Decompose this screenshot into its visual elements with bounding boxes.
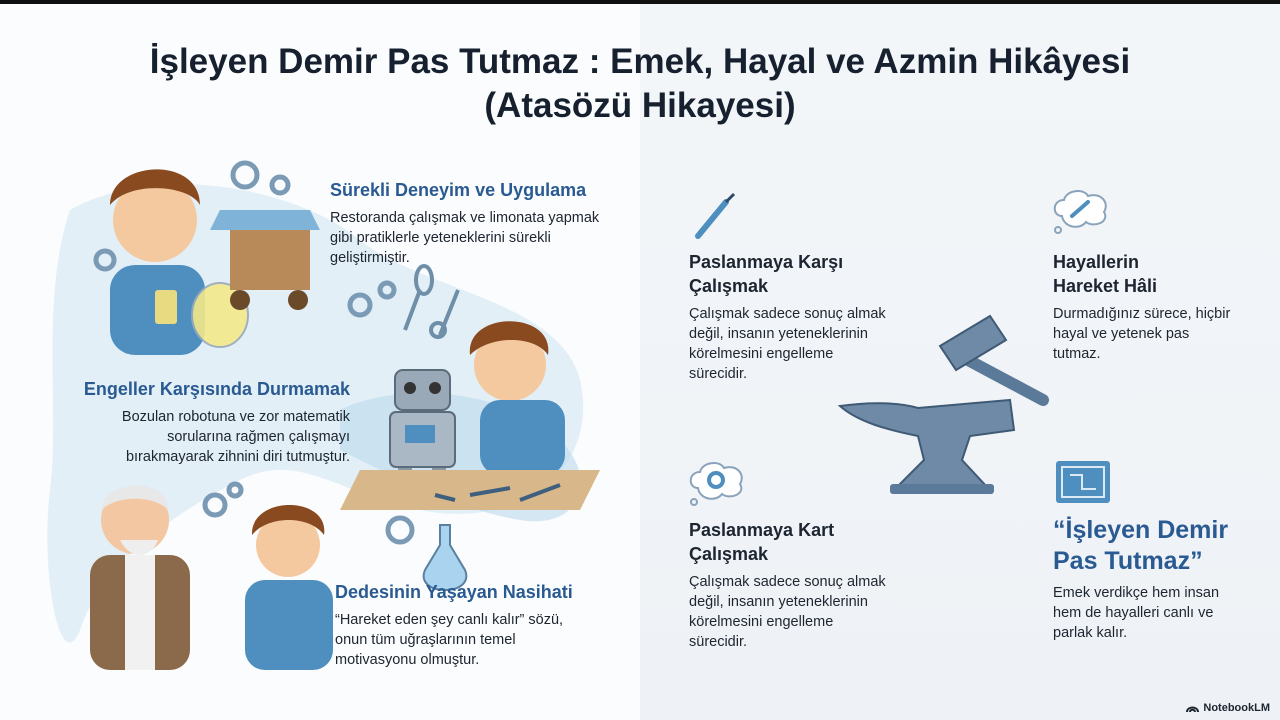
thought-gear-icon xyxy=(686,458,748,510)
advice-body: “Hareket eden şey canlı kalır” sözü, onun tüm uğraşlarının temel motivasyonu olmuştur. xyxy=(335,612,564,668)
blueprint-icon xyxy=(1052,455,1114,507)
screwdriver-icon xyxy=(686,190,742,246)
title-line-2: (Atasözü Hikayesi) xyxy=(484,86,796,125)
page-title xyxy=(80,40,1200,128)
thought-pencil-icon xyxy=(1050,186,1112,238)
title-line-1: İşleyen Demir Pas Tutmaz : Emek, Hayal ve Azmin Hikâyesi xyxy=(149,42,1131,81)
practice-heading: Sürekli Deneyim ve Uygulama xyxy=(330,180,587,200)
dreams-heading: Hayallerin Hareket Hâli xyxy=(1053,252,1158,296)
rust-work-body-2: Çalışmak sadece sonuç almak değil, insanın yeteneklerinin körelmesini engelleme sürecidir. xyxy=(689,574,886,650)
rust-work-card xyxy=(689,250,889,384)
rust-work-heading: Paslanmaya Karşı Çalışmak xyxy=(689,252,844,296)
rust-work-body: Çalışmak sadece sonuç almak değil, insanın yeteneklerinin körelmesini engelleme sürecidir. xyxy=(689,306,886,382)
obstacles-heading: Engeller Karşısında Durmamak xyxy=(83,379,350,399)
practice-body: Restoranda çalışmak ve limonata yapmak gibi pratiklerle yeteneklerini sürekli geliştirmiştir. xyxy=(330,210,600,266)
rust-work-heading-2: Paslanmaya Kart Çalışmak xyxy=(689,520,835,564)
advice-card xyxy=(335,580,595,670)
hammer-icon xyxy=(940,316,1043,400)
workbench-illustration xyxy=(340,470,600,510)
dreams-card xyxy=(1053,250,1238,364)
advice-heading: Dedesinin Yaşayan Nasihati xyxy=(335,582,573,602)
practice-card xyxy=(330,178,620,268)
quote-body: Emek verdikçe hem insan hem de hayalleri canlı ve parlak kalır. xyxy=(1053,585,1220,641)
anvil-icon xyxy=(840,400,1014,494)
notebooklm-logo-icon xyxy=(1186,703,1199,713)
brand-label: NotebookLM xyxy=(1203,702,1270,714)
notebooklm-brand xyxy=(1186,702,1270,714)
quote-card xyxy=(1053,515,1253,643)
rust-work-card-2 xyxy=(689,518,889,652)
obstacles-card xyxy=(55,377,350,467)
obstacles-body: Bozulan robotuna ve zor matematik sorularına rağmen çalışmayı bırakmayarak zihnini diri tutmuştur. xyxy=(121,409,350,465)
dreams-body: Durmadığınız sürece, hiçbir hayal ve yetenek pas tutmaz. xyxy=(1053,306,1231,362)
quote-heading: “İşleyen Demir Pas Tutmaz” xyxy=(1053,516,1229,575)
boy-listening-illustration xyxy=(245,505,333,670)
